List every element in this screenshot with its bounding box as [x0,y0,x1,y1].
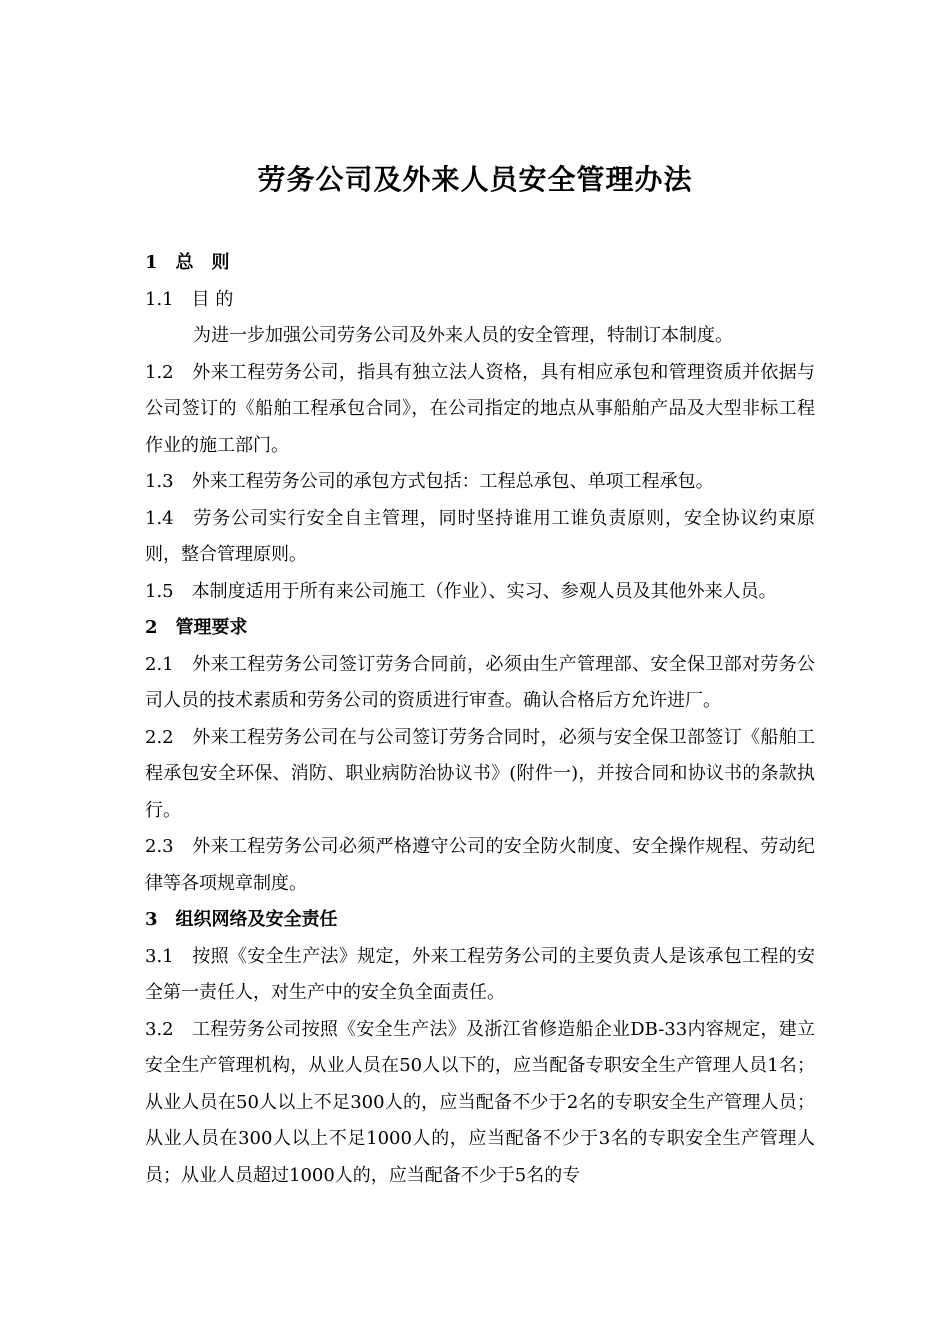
document-body [145,245,815,1194]
paragraph: 2.2 外来工程劳务公司在与公司签订劳务合同时，必须与安全保卫部签订《船舶工程承包安全环保、消防、职业病防治协议书》(附件一)，并按合同和协议书的条款执行。 [145,726,815,821]
paragraph: 2.3 外来工程劳务公司必须严格遵守公司的安全防火制度、安全操作规程、劳动纪律等各项规章制度。 [145,836,815,894]
paragraph: 1.1 目 的 [145,288,234,310]
paragraph: 3.2 工程劳务公司按照《安全生产法》及浙江省修造船企业DB-33内容规定，建立安全生产管理机构，从业人员在50人以下的，应当配备专职安全生产管理人员1名；从业人员在50人以上不足300人的，应当配备不少于2名的专职安全生产管理人员；从业人员在300人以上不足1000人的，应当配备不少于3名的专职安全生产管理人员；从业人员超过1000人的，应当配备不少于5名的专 [145,1018,815,1186]
section-heading: 1 总 则 [145,252,230,273]
paragraph: 1.2 外来工程劳务公司，指具有独立法人资格，具有相应承包和管理资质并依据与公司签订的《船舶工程承包合同》，在公司指定的地点从事船舶产品及大型非标工程作业的施工部门。 [145,361,815,456]
section-heading: 2 管理要求 [145,617,248,638]
paragraph: 1.5 本制度适用于所有来公司施工（作业）、实习、参观人员及其他外来人员。 [145,580,777,602]
paragraph: 3.1 按照《安全生产法》规定，外来工程劳务公司的主要负责人是该承包工程的安全第一责任人，对生产中的安全负全面责任。 [145,945,815,1003]
document-title: 劳务公司及外来人员安全管理办法 [257,163,693,196]
paragraph: 1.4 劳务公司实行安全自主管理，同时坚持谁用工谁负责原则，安全协议约束原则，整合管理原则。 [145,507,815,565]
paragraph: 2.1 外来工程劳务公司签订劳务合同前，必须由生产管理部、安全保卫部对劳务公司人员的技术素质和劳务公司的资质进行审查。确认合格后方允许进厂。 [145,653,815,711]
paragraph: 为进一步加强公司劳务公司及外来人员的安全管理，特制订本制度。 [193,325,733,346]
paragraph: 1.3 外来工程劳务公司的承包方式包括：工程总承包、单项工程承包。 [145,471,714,492]
section-heading: 3 组织网络及安全责任 [145,909,338,930]
